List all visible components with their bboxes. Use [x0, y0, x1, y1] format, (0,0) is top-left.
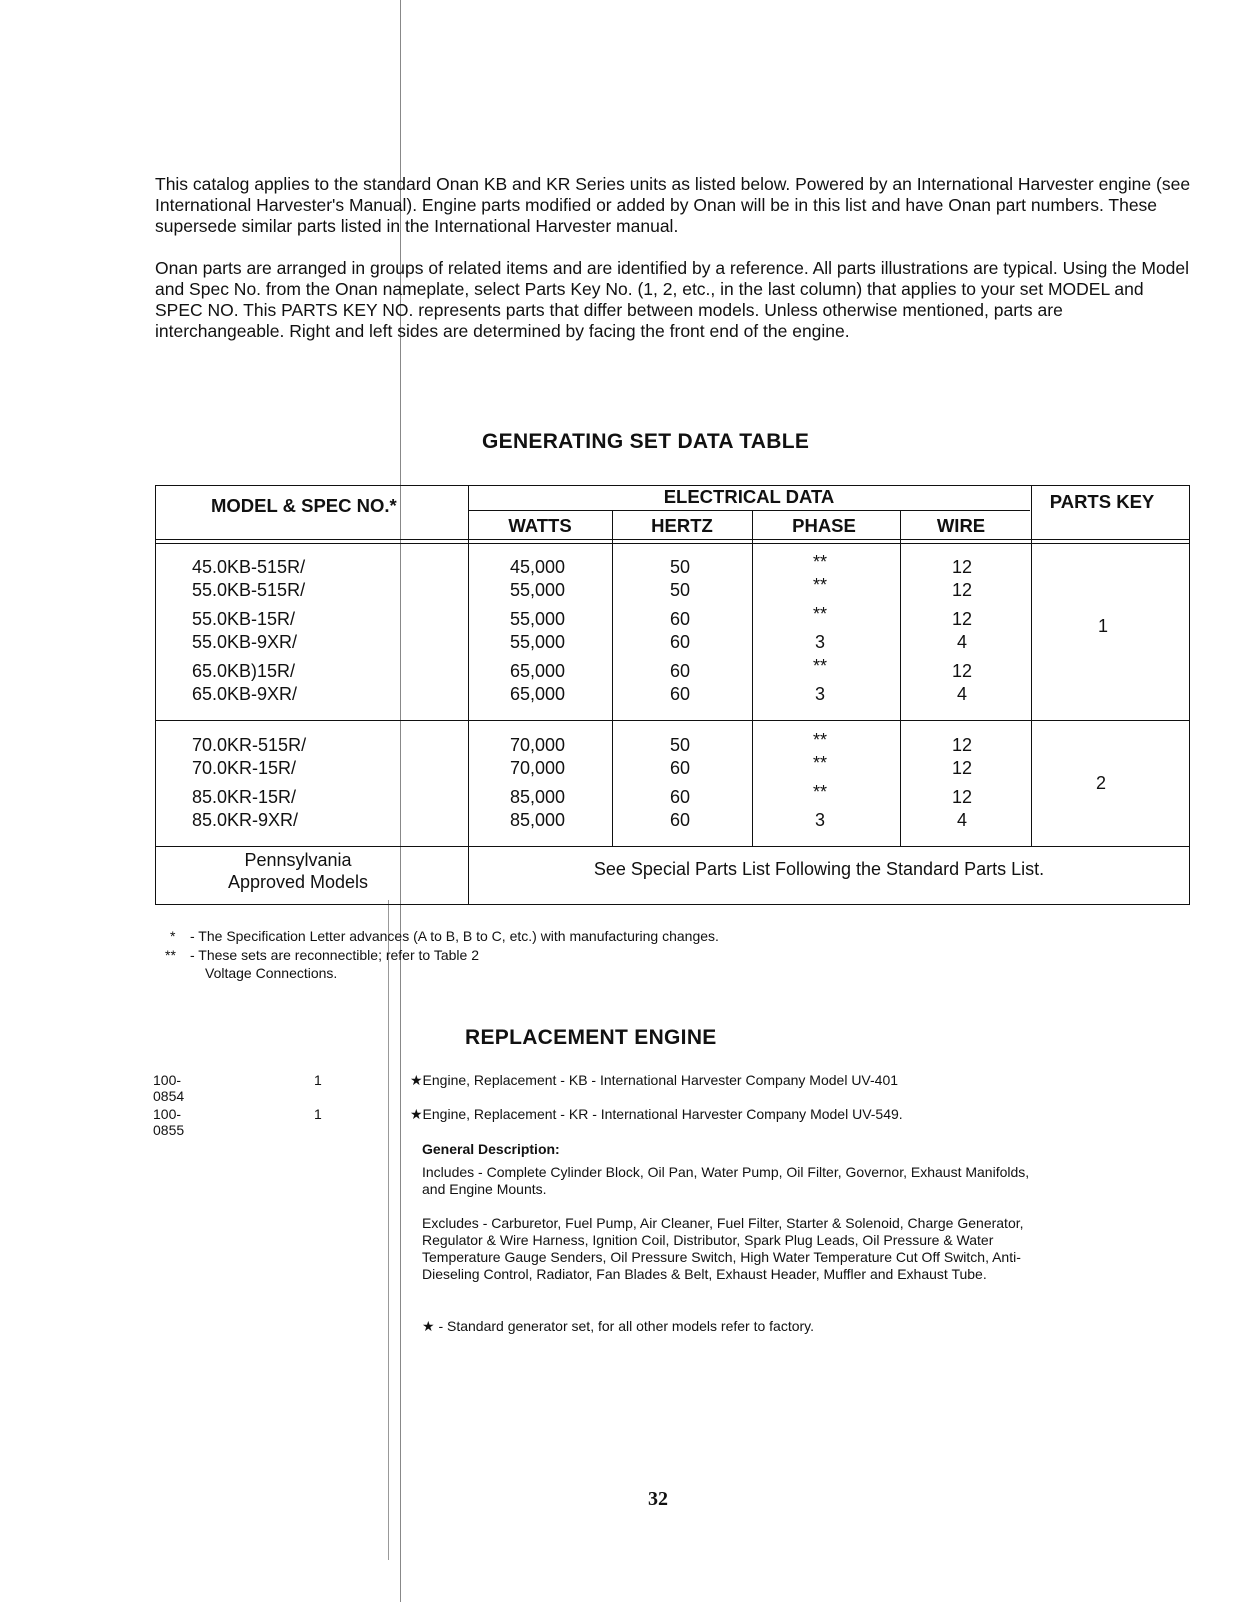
watts-column-rule [612, 510, 613, 846]
row-wire: 12 [951, 609, 973, 629]
row-model: 65.0KB)15R/ [192, 661, 296, 681]
header-wire: WIRE [936, 515, 986, 536]
model-column-rule [468, 486, 469, 905]
row-wire: 12 [951, 758, 973, 778]
header-rule-top [156, 539, 1189, 540]
row-phase: 3 [814, 684, 826, 704]
row-phase: ** [812, 552, 828, 572]
part-number: 100-0855 [153, 1106, 185, 1138]
row-hertz: 60 [669, 810, 691, 830]
scan-fold-line-lower [388, 900, 389, 1560]
footnote-2-line-2: Voltage Connections. [205, 965, 338, 981]
hertz-column-rule [752, 510, 753, 846]
row-hertz: 60 [669, 758, 691, 778]
row-hertz: 60 [669, 609, 691, 629]
footnote-spec-letter [170, 927, 719, 945]
row-watts: 55,000 [510, 580, 566, 600]
row-watts: 65,000 [510, 661, 566, 681]
intro-paragraph-2: Onan parts are arranged in groups of related items and are identified by a reference. All parts illustrations are typical. Using the Model and Spec No. from the Onan nameplate, select Parts Key No. (1, 2, etc., in the last column) that applies to your set MODEL and SPEC NO. This PARTS KEY NO. represents parts that differ between models. Unless otherwise mentioned, parts are interchangeable. Right and left sides are determined by facing the front end of the engine. [155, 258, 1190, 341]
row-watts: 45,000 [510, 557, 566, 577]
generating-set-data-table [155, 485, 1190, 905]
parts-key-group-2: 2 [1095, 773, 1107, 793]
standard-set-note: ★ - Standard generator set, for all other models refer to factory. [422, 1318, 815, 1334]
row-wire: 12 [951, 580, 973, 600]
footnote-1-mark: * [170, 928, 176, 944]
row-phase: ** [812, 604, 828, 624]
pennsylvania-label-line-1: Pennsylvania [244, 850, 352, 870]
footnote-reconnectible [165, 946, 479, 982]
header-phase: PHASE [792, 515, 856, 536]
part-description: ★Engine, Replacement - KR - International Harvester Company Model UV-549. [410, 1106, 903, 1122]
parts-key-column-rule [1031, 486, 1032, 846]
row-wire: 4 [956, 632, 968, 652]
row-hertz: 50 [669, 580, 691, 600]
parts-key-group-1: 1 [1097, 616, 1109, 636]
header-rule-bottom [156, 543, 1189, 544]
row-hertz: 50 [669, 735, 691, 755]
row-watts: 70,000 [510, 758, 566, 778]
pennsylvania-note: See Special Parts List Following the Standard Parts List. [593, 859, 1045, 879]
footnote-1-text: - The Specification Letter advances (A to B, B to C, etc.) with manufacturing changes. [190, 928, 719, 944]
row-wire: 12 [951, 557, 973, 577]
header-electrical-data: ELECTRICAL DATA [663, 486, 835, 507]
electrical-subheader-rule [468, 510, 1030, 511]
row-model: 70.0KR-15R/ [192, 758, 297, 778]
row-watts: 85,000 [510, 810, 566, 830]
page-number: 32 [648, 1488, 668, 1510]
header-parts-key: PARTS KEY [1049, 491, 1155, 512]
row-model: 55.0KB-515R/ [192, 580, 306, 600]
replacement-engine-title: REPLACEMENT ENGINE [465, 1026, 717, 1049]
row-phase: 3 [814, 810, 826, 830]
row-phase: ** [812, 656, 828, 676]
header-watts: WATTS [508, 515, 572, 536]
row-watts: 65,000 [510, 684, 566, 704]
row-phase: ** [812, 782, 828, 802]
row-model: 55.0KB-9XR/ [192, 632, 298, 652]
part-quantity: 1 [314, 1106, 322, 1122]
row-hertz: 50 [669, 557, 691, 577]
row-watts: 55,000 [510, 632, 566, 652]
includes-text: Includes - Complete Cylinder Block, Oil Pan, Water Pump, Oil Filter, Governor, Exhaust Manifolds, and Engine Mounts. [422, 1164, 1030, 1197]
row-model: 45.0KB-515R/ [192, 557, 306, 577]
row-model: 55.0KB-15R/ [192, 609, 296, 629]
footnote-2-line-1: - These sets are reconnectible; refer to Table 2 [190, 947, 479, 963]
header-model-spec: MODEL & SPEC NO.* [211, 495, 397, 516]
intro-paragraph-1: This catalog applies to the standard Onan KB and KR Series units as listed below. Powered by an International Harvester engine (see International Harvester's Manual). Engine parts modified or added by Onan will be in this list and have Onan part numbers. These supersede similar parts listed in the International Harvester manual. [155, 174, 1191, 236]
data-table-title: GENERATING SET DATA TABLE [482, 430, 810, 453]
row-watts: 70,000 [510, 735, 566, 755]
row-model: 85.0KR-15R/ [192, 787, 297, 807]
footnote-2-mark: ** [165, 947, 176, 963]
part-quantity: 1 [314, 1072, 322, 1088]
row-wire: 12 [951, 735, 973, 755]
row-watts: 85,000 [510, 787, 566, 807]
part-number: 100-0854 [153, 1072, 185, 1104]
row-phase: ** [812, 730, 828, 750]
row-hertz: 60 [669, 661, 691, 681]
row-hertz: 60 [669, 632, 691, 652]
row-model: 70.0KR-515R/ [192, 735, 307, 755]
pennsylvania-label-line-2: Approved Models [227, 872, 369, 892]
part-description: ★Engine, Replacement - KB - International Harvester Company Model UV-401 [410, 1072, 899, 1088]
row-model: 85.0KR-9XR/ [192, 810, 299, 830]
excludes-text: Excludes - Carburetor, Fuel Pump, Air Cleaner, Fuel Filter, Starter & Solenoid, Charge Generator, Regulator & Wire Harness, Ignition Coil, Distributor, Spark Plug Leads, Oil Pressure & Water Temperature Gauge Senders, Oil Pressure Switch, High Water Temperature Cut Off Switch, Anti-Dieseling Control, Radiator, Fan Blades & Belt, Exhaust Header, Muffler and Exhaust Tube. [422, 1215, 1024, 1282]
row-wire: 12 [951, 787, 973, 807]
row-hertz: 60 [669, 684, 691, 704]
row-watts: 55,000 [510, 609, 566, 629]
row-hertz: 60 [669, 787, 691, 807]
header-hertz: HERTZ [651, 515, 713, 536]
row-wire: 4 [956, 810, 968, 830]
row-phase: ** [812, 575, 828, 595]
row-phase: ** [812, 753, 828, 773]
group-divider-kb-kr [156, 720, 1189, 721]
general-description-label: General Description: [422, 1141, 560, 1157]
row-wire: 12 [951, 661, 973, 681]
row-model: 65.0KB-9XR/ [192, 684, 298, 704]
row-phase: 3 [814, 632, 826, 652]
row-wire: 4 [956, 684, 968, 704]
pennsylvania-rule [156, 846, 1189, 847]
phase-column-rule [900, 510, 901, 846]
